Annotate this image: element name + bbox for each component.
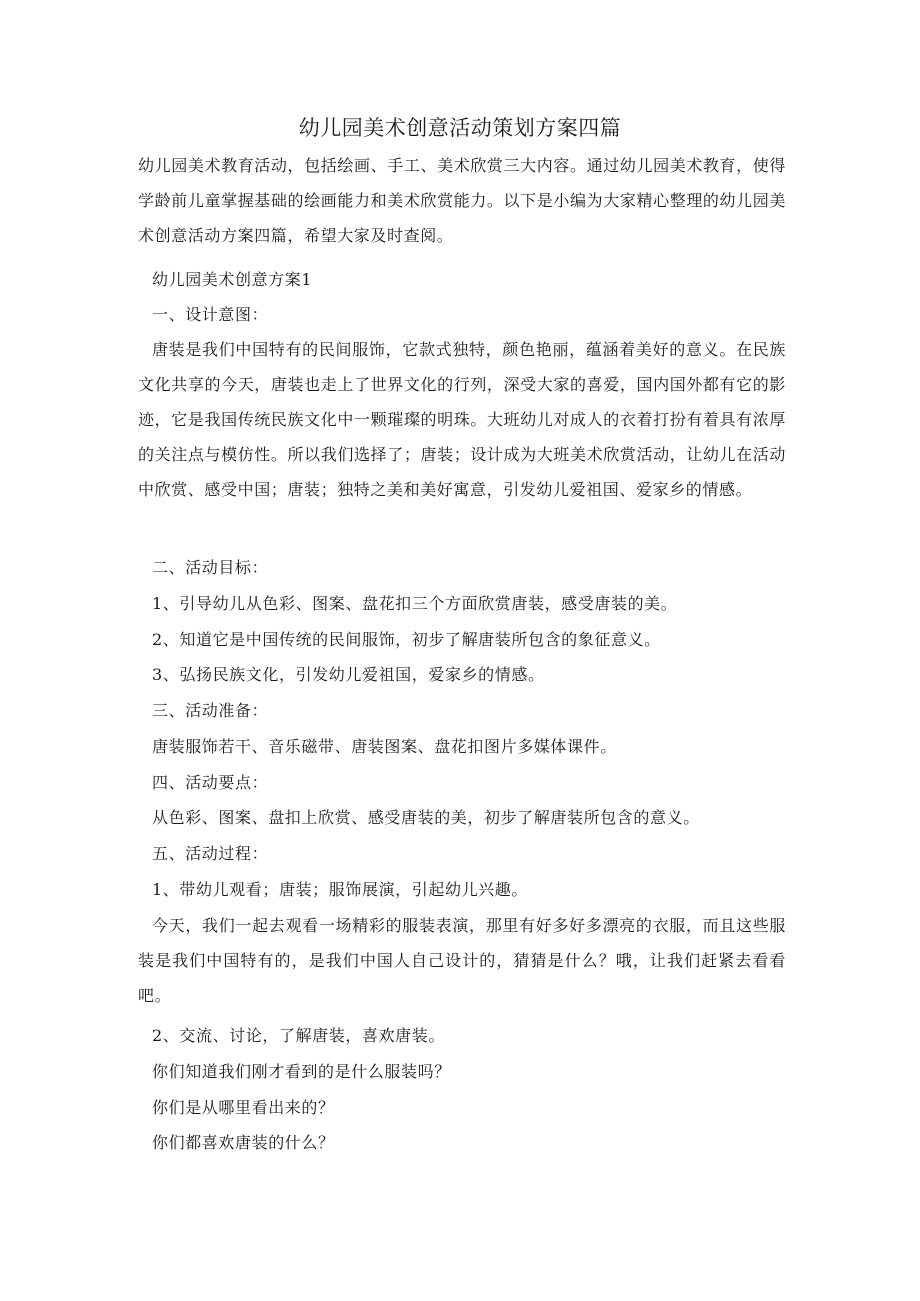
- preparation-text: 唐装服饰若干、音乐磁带、唐装图案、盘花扣图片多媒体课件。: [152, 737, 617, 756]
- section-heading-goals: 二、活动目标：: [152, 558, 269, 577]
- section-heading-design-intent: 一、设计意图：: [152, 305, 269, 324]
- goal-item-3: 3、弘扬民族文化，引发幼儿爱祖国，爱家乡的情感。: [152, 665, 545, 684]
- document-title: 幼儿园美术创意活动策划方案四篇: [298, 116, 622, 140]
- section-heading-process: 五、活动过程：: [152, 844, 269, 863]
- design-intent-paragraph: 唐装是我们中国特有的民间服饰，它款式独特，颜色艳丽，蕴涵着美好的意义。在民族文化共享的今天，唐装也走上了世界文化的行列，深受大家的喜爱，国内国外都有它的影迹，它是我国传统民族文化中一颗璀璨的明珠。大班幼儿对成人的衣着打扮有着具有浓厚的关注点与模仿性。所以我们选择了；唐装；设计成为大班美术欣赏活动，让幼儿在活动中欣赏、感受中国；唐装；独特之美和美好寓意，引发幼儿爱祖国、爱家乡的情感。: [138, 340, 786, 499]
- section-heading-preparation: 三、活动准备：: [152, 701, 269, 720]
- process-step-2: 2、交流、讨论，了解唐装，喜欢唐装。: [152, 1026, 445, 1045]
- question-3: 你们都喜欢唐装的什么？: [152, 1133, 335, 1152]
- goal-item-1: 1、引导幼儿从色彩、图案、盘花扣三个方面欣赏唐装，感受唐装的美。: [152, 594, 678, 613]
- process-step-1-paragraph: 今天，我们一起去观看一场精彩的服装表演，那里有好多好多漂亮的衣服，而且这些服装是我们中国特有的，是我们中国人自己设计的，猜猜是什么？哦，让我们赶紧去看看吧。: [138, 916, 786, 1005]
- key-points-text: 从色彩、图案、盘扣上欣赏、感受唐装的美，初步了解唐装所包含的意义。: [152, 808, 700, 827]
- process-step-1: 1、带幼儿观看；唐装；服饰展演，引起幼儿兴趣。: [152, 880, 528, 899]
- question-1: 你们知道我们刚才看到的是什么服装吗？: [152, 1062, 451, 1081]
- section-heading-key-points: 四、活动要点：: [152, 773, 269, 792]
- intro-paragraph: 幼儿园美术教育活动，包括绘画、手工、美术欣赏三大内容。通过幼儿园美术教育，使得学龄前儿童掌握基础的绘画能力和美术欣赏能力。以下是小编为大家精心整理的幼儿园美术创意活动方案四篇，希望大家及时查阅。: [138, 156, 786, 245]
- goal-item-2: 2、知道它是中国传统的民间服饰，初步了解唐装所包含的象征意义。: [152, 630, 661, 649]
- plan-heading: 幼儿园美术创意方案1: [152, 270, 313, 289]
- question-2: 你们是从哪里看出来的？: [152, 1098, 335, 1117]
